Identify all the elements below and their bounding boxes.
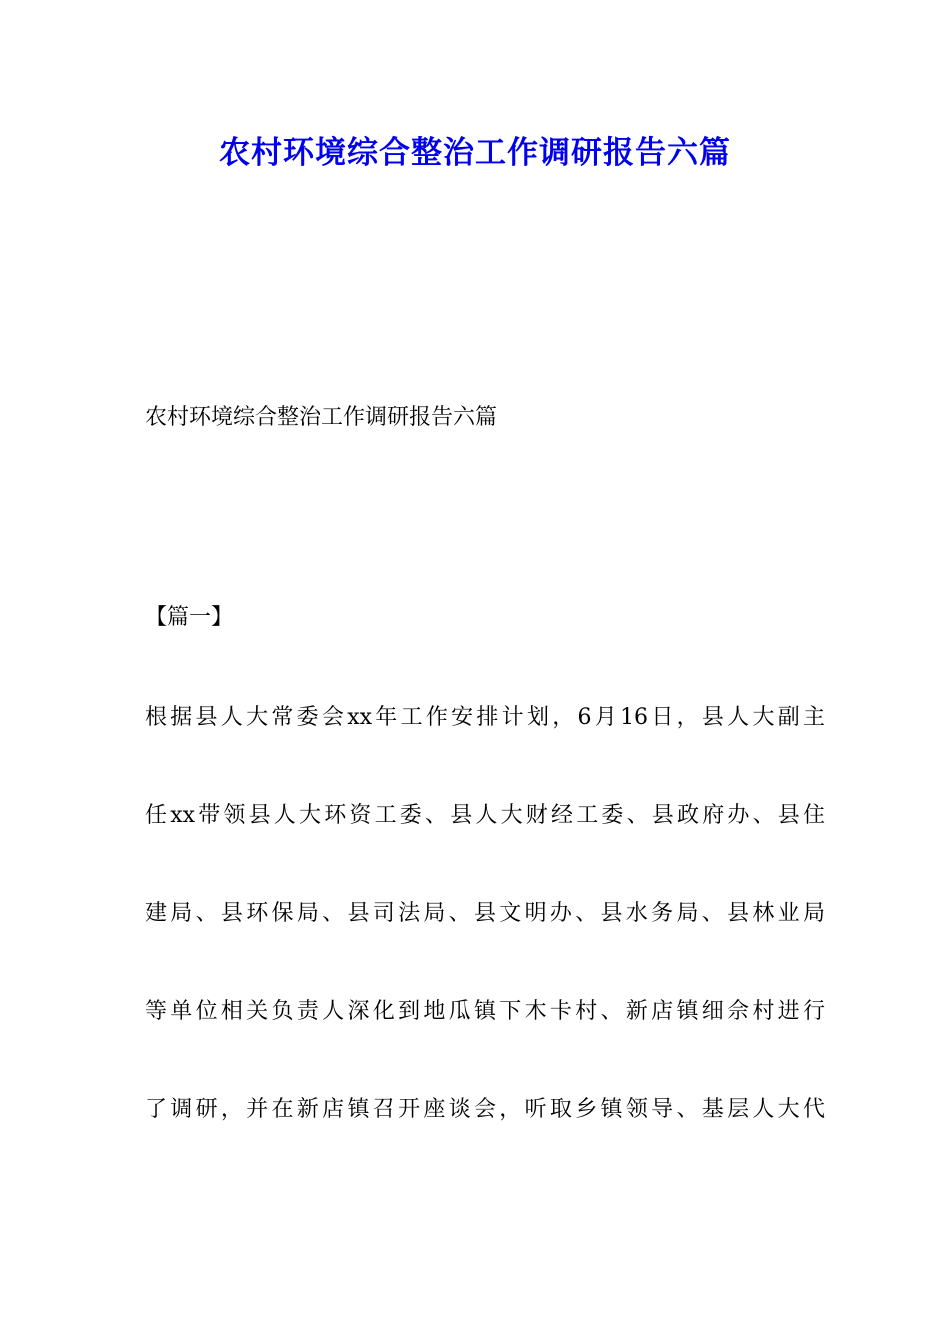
body-paragraph [145, 700, 825, 1190]
section-heading: 【篇一】 [145, 605, 234, 630]
body-line: 根据县人大常委会xx年工作安排计划，6月16日，县人大副主 [145, 705, 825, 730]
body-line: 建局、县环保局、县司法局、县文明办、县水务局、县林业局 [145, 901, 825, 926]
body-line: 了调研，并在新店镇召开座谈会，听取乡镇领导、基层人大代 [145, 1097, 825, 1122]
body-line: 任xx带领县人大环资工委、县人大财经工委、县政府办、县住 [145, 803, 825, 828]
document-title: 农村环境综合整治工作调研报告六篇 [219, 135, 731, 171]
document-subtitle: 农村环境综合整治工作调研报告六篇 [145, 405, 498, 430]
body-line: 等单位相关负责人深化到地瓜镇下木卡村、新店镇细佘村进行 [145, 999, 825, 1024]
